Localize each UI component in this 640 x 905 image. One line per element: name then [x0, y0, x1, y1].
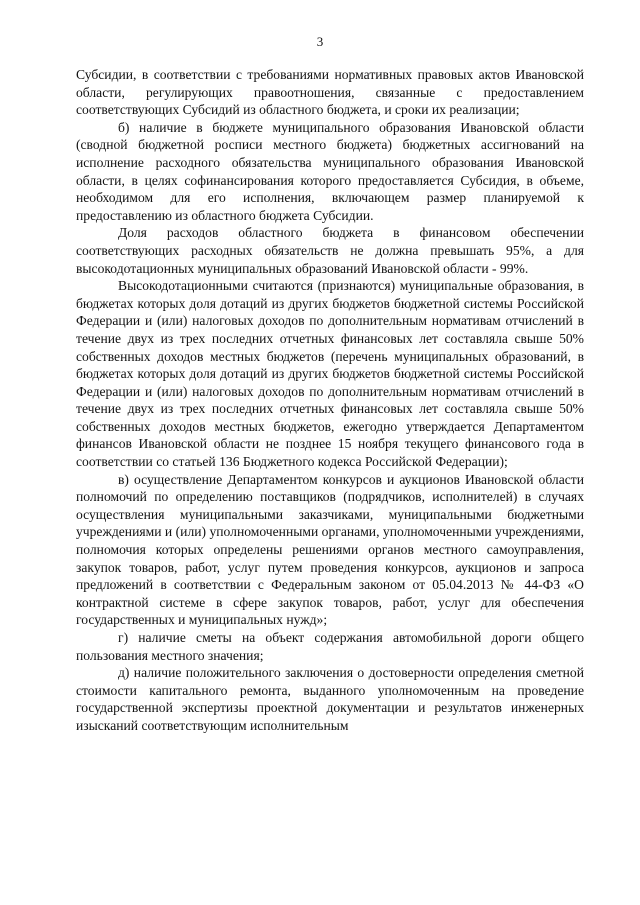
document-body	[76, 66, 584, 735]
paragraph-item-b: б) наличие в бюджете муниципального образования Ивановской области (сводной бюджетной росписи местного бюджета) бюджетных ассигнований на исполнение расходного обязательства муниципального образования Ивановской области, в целях софинансирования которого предоставляется Субсидия, в объеме, необходимом для его исполнения, включающем размер планируемой к предоставлению из областного бюджета Субсидии.	[76, 119, 584, 223]
paragraph-item-g: г) наличие сметы на объект содержания автомобильной дороги общего пользования местного значения;	[76, 630, 584, 663]
paragraph-item-d: д) наличие положительного заключения о достоверности определения сметной стоимости капитального ремонта, выданного уполномоченным на проведение государственной экспертизы проектной документации и результатов инженерных изысканий соответствующим исполнительным	[76, 665, 584, 733]
paragraph-budget-share: Доля расходов областного бюджета в финансовом обеспечении соответствующих расходных обязательств не должна превышать 95%, а для высокодотационных муниципальных образований Ивановской области - 99%.	[76, 225, 584, 276]
paragraph-item-v: в) осуществление Департаментом конкурсов и аукционов Ивановской области полномочий по определению поставщиков (подрядчиков, исполнителей) в случаях осуществления муниципальными заказчиками, муниципальными бюджетными учреждениями и (или) уполномоченными органами, уполномоченными учреждениями, полномочия которых определены решениями органов местного самоуправления, закупок товаров, работ, услуг путем проведения конкурсов, аукционов и запроса предложений в соответствии с Федеральным законом от 05.04.2013 № 44-ФЗ «О контрактной системе в сфере закупок товаров, работ, услуг для обеспечения государственных и муниципальных нужд»;	[76, 471, 584, 628]
paragraph-subsidy-requirements: Субсидии, в соответствии с требованиями нормативных правовых актов Ивановской области, регулирующих правоотношения, связанные с предоставлением соответствующих Субсидий из областного бюджета, и сроки их реализации;	[76, 67, 584, 118]
page-number: 3	[316, 34, 324, 49]
paragraph-high-subsidy-definition: Высокодотационными считаются (признаются) муниципальные образования, в бюджетах которых доля дотаций из других бюджетов бюджетной системы Российской Федерации и (или) налоговых доходов по дополнительным нормативам отчислений в течение двух из трех последних отчетных финансовых лет составляла свыше 50% собственных доходов местных бюджетов (перечень муниципальных образований, в бюджетах которых доля дотаций из других бюджетов бюджетной системы Российской Федерации и (или) налоговых доходов по дополнительным нормативам отчислений в течение двух из трех последних отчетных финансовых лет составляла свыше 50% собственных доходов местных бюджетов, ежегодно утверждается Департаментом финансов Ивановской области не позднее 15 ноября текущего финансового года в соответствии со статьей 136 Бюджетного кодекса Российской Федерации);	[76, 278, 584, 470]
